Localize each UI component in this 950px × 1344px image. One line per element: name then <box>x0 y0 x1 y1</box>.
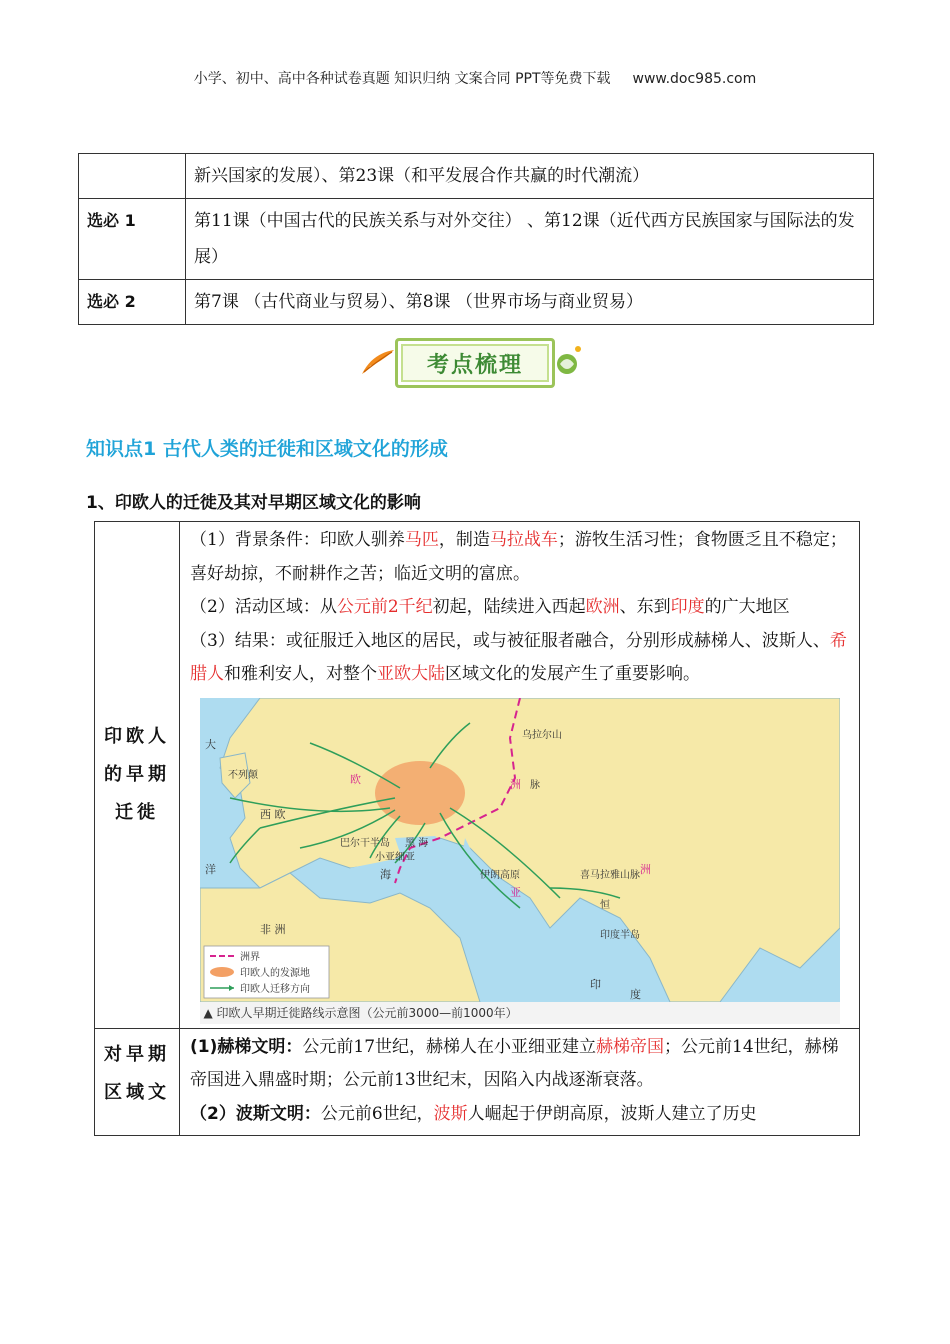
text: （1）背景条件：印欧人驯养 <box>190 530 405 550</box>
bold-text: （2）波斯文明： <box>190 1103 321 1124</box>
paragraph <box>190 1031 849 1098</box>
course-content: 第7课 （古代商业与贸易）、第8课 （世界市场与商业贸易） <box>186 280 874 325</box>
knot-icon <box>554 344 584 378</box>
map-label: 伊朗高原 <box>479 869 520 881</box>
table-row <box>95 1028 860 1136</box>
text: 、东到 <box>619 597 671 617</box>
row-label <box>95 1028 180 1136</box>
map-svg <box>200 698 840 1002</box>
legend-homeland-swatch <box>210 967 234 977</box>
course-label: 选必 1 <box>79 199 186 280</box>
map-label: 欧 <box>349 772 361 786</box>
text: （3）结果：或征服迁入地区的居民，或与被征服者融合，分别形成赫梯人、波斯人、 <box>190 630 830 651</box>
map-label: 小亚细亚 <box>374 851 415 863</box>
row-label <box>95 522 180 1029</box>
text: 区域文化的发展产生了重要影响。 <box>445 664 700 684</box>
homeland-area <box>375 761 465 825</box>
text: 和雅利安人，对整个 <box>224 664 377 684</box>
bold-text: (1)赫梯文明： <box>190 1036 303 1057</box>
course-content: 第11课（中国古代的民族关系与对外交往） 、第12课（近代西方民族国家与国际法的发展） <box>186 199 874 280</box>
page-header <box>0 68 950 88</box>
row-label-text: 对早期区域文 <box>104 1043 170 1103</box>
banner-box <box>395 338 555 388</box>
map-label: 恒 <box>599 899 610 911</box>
highlight: 印度 <box>670 597 705 617</box>
text: 公元前17世纪，赫梯人在小亚细亚建立 <box>302 1036 597 1057</box>
text: 公元前6世纪， <box>320 1103 434 1124</box>
text: ；游牧生活习性；食物匮乏且不稳定；喜好劫掠，不耐耕作之苦；临近文明的富庶。 <box>190 530 847 584</box>
map-label: 度 <box>629 987 641 1001</box>
content-table <box>94 521 860 1136</box>
row-content <box>180 522 860 1029</box>
map-legend <box>204 946 329 998</box>
course-content: 新兴国家的发展）、第23课（和平发展合作共赢的时代潮流） <box>186 154 874 199</box>
map-label: 洲 <box>509 777 521 791</box>
section-title: 1、印欧人的迁徙及其对早期区域文化的影响 <box>86 493 421 513</box>
paragraph <box>190 524 849 591</box>
map-label: 非 洲 <box>259 922 285 936</box>
leaf-icon <box>360 348 396 378</box>
map-label: 乌拉尔山 <box>521 729 562 741</box>
map-label: 亚 <box>509 885 521 899</box>
map-label: 西 欧 <box>259 807 285 821</box>
text: ；公元前14世纪，赫梯帝国进入鼎盛时期；公元前13世纪末，因陷入内战逐渐衰落。 <box>190 1036 839 1090</box>
table-row <box>79 154 874 199</box>
text: 初起，陆续进入西起 <box>432 597 586 617</box>
highlight: 赫梯帝国 <box>596 1036 665 1057</box>
text: ，制造 <box>438 530 490 550</box>
highlight: 希腊人 <box>190 630 847 684</box>
header-text: 小学、初中、高中各种试卷真题 知识归纳 文案合同 PPT等免费下载 <box>193 71 611 87</box>
map-caption: ▲ 印欧人早期迁徙路线示意图（公元前3000—前1000年） <box>200 1002 840 1024</box>
map-label: 印 <box>589 977 601 991</box>
paragraph <box>190 625 849 692</box>
text: （2）活动区域：从 <box>190 597 337 617</box>
course-label <box>79 154 186 199</box>
table-row <box>79 280 874 325</box>
header-url[interactable]: www.doc985.com <box>632 71 757 87</box>
map-label: 洲 <box>639 862 651 876</box>
text: 人崛起于伊朗高原，波斯人建立了历史 <box>467 1103 757 1124</box>
map-label: 巴尔干半岛 <box>339 837 390 849</box>
map-label: 脉 <box>529 779 540 791</box>
highlight: 欧洲 <box>585 597 620 617</box>
highlight: 波斯 <box>433 1103 468 1124</box>
map-label: 黑 海 <box>404 837 428 849</box>
table-row <box>79 199 874 280</box>
table-row <box>95 522 860 1029</box>
row-label-text: 印欧人的早期迁徙 <box>104 725 170 823</box>
map-label: 海 <box>379 867 391 881</box>
row-content <box>180 1028 860 1136</box>
knowledge-point-title: 知识点1 古代人类的迁徙和区域文化的形成 <box>86 438 448 460</box>
legend-label: 印欧人迁移方向 <box>239 983 310 995</box>
map-label: 大 <box>204 737 216 751</box>
course-table <box>78 153 874 325</box>
legend-label: 洲界 <box>239 951 260 963</box>
map-label: 印度半岛 <box>599 929 640 941</box>
map-label: 不列颠 <box>227 769 258 781</box>
legend-label: 印欧人的发源地 <box>239 967 310 979</box>
highlight: 亚欧大陆 <box>377 664 445 684</box>
migration-map <box>200 698 840 1024</box>
highlight: 马拉战车 <box>489 530 558 550</box>
map-label: 洋 <box>204 862 216 876</box>
course-label: 选必 2 <box>79 280 186 325</box>
highlight: 公元前2千纪 <box>336 597 433 617</box>
highlight: 马匹 <box>404 530 439 550</box>
paragraph <box>190 1098 849 1132</box>
map-label: 喜马拉雅山脉 <box>579 869 640 881</box>
section-banner <box>358 330 588 392</box>
banner-text: 考点梳理 <box>426 352 523 378</box>
text: 的广大地区 <box>704 597 790 617</box>
paragraph <box>190 591 849 625</box>
